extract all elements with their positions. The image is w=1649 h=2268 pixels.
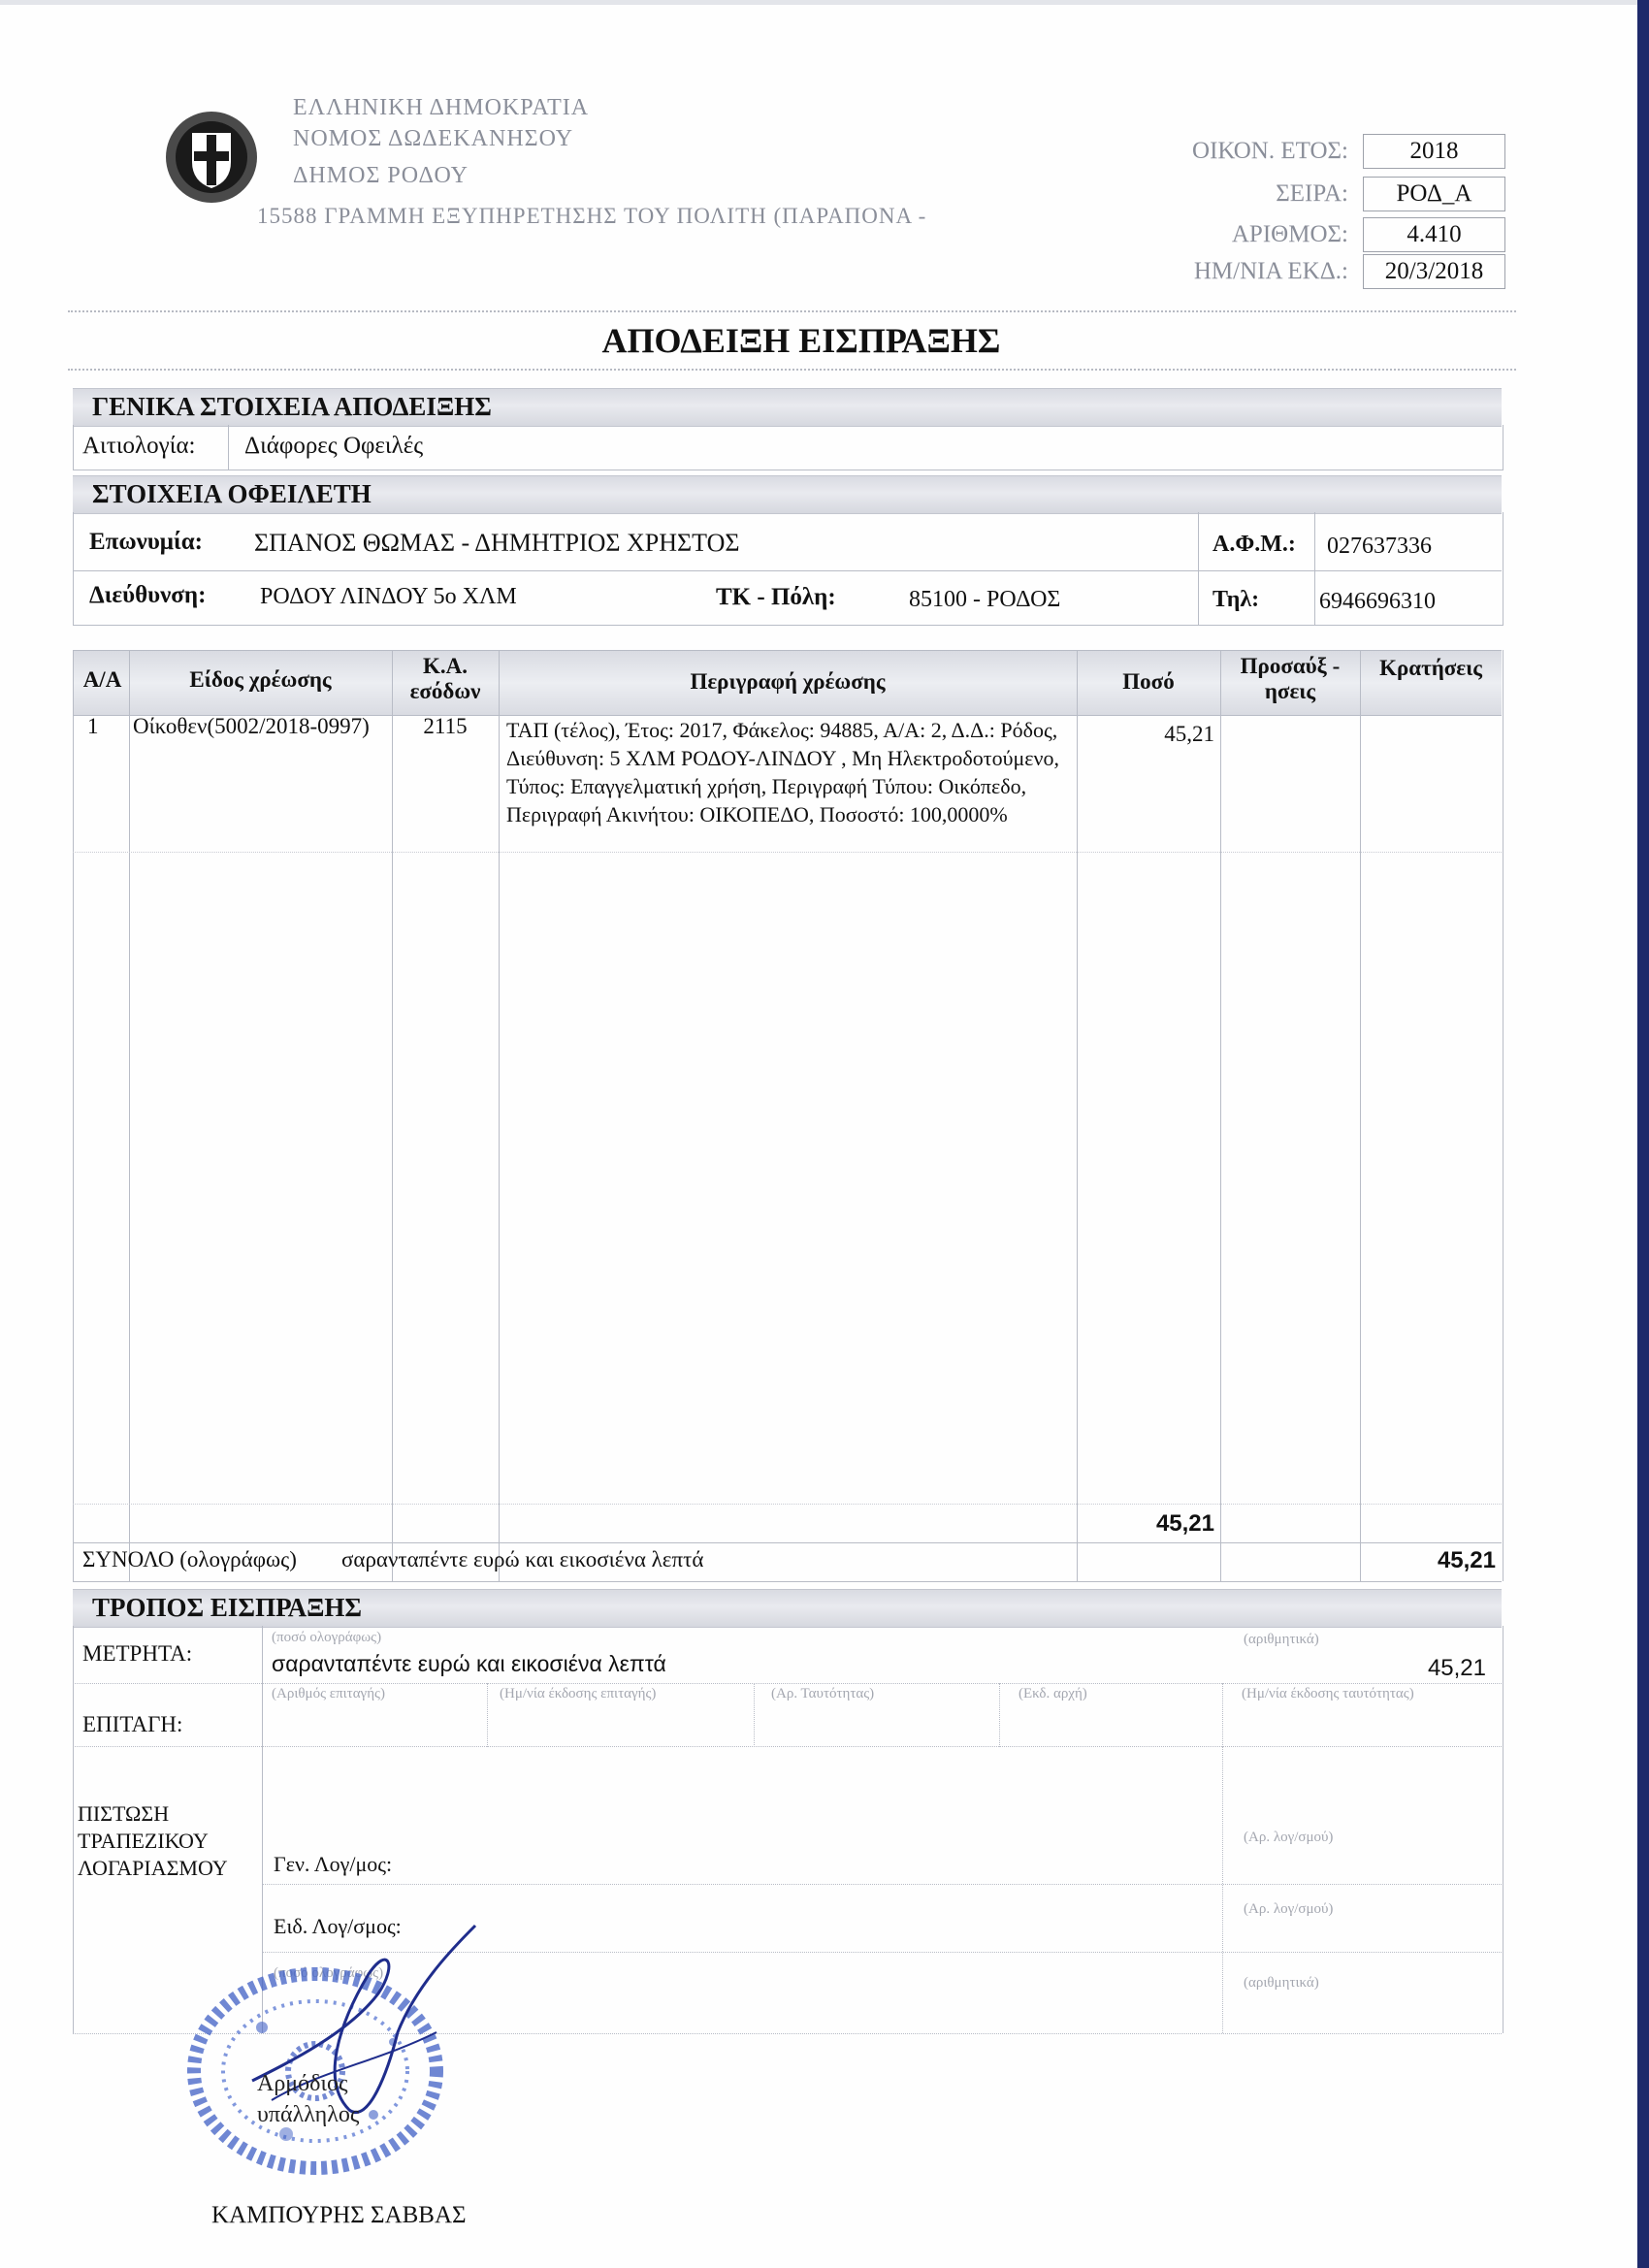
col-divider-2	[392, 650, 393, 1581]
col-header-ka: Κ.Α. εσόδων	[409, 654, 481, 703]
scan-top-edge	[0, 0, 1649, 5]
signatory-name: ΚΑΜΠΟΥΡΗΣ ΣΑΒΒΑΣ	[211, 2202, 467, 2228]
reason-divider	[228, 425, 229, 470]
title-separator	[68, 369, 1516, 371]
id-date-hint: (Ημ/νία έκδοσης ταυτότητας)	[1242, 1686, 1414, 1701]
greek-emblem-icon	[163, 109, 260, 206]
bank-label-line-1: ΠΙΣΤΩΣΗ	[78, 1801, 170, 1826]
debtor-phone-label: Τηλ:	[1212, 587, 1260, 612]
col-header-surcharges: Προσαύξ - ησεις	[1240, 654, 1341, 703]
col-header-amount: Ποσό	[1122, 669, 1175, 694]
signatory-role-line-2: υπάλληλος	[257, 2102, 360, 2127]
cheque-number-hint: (Αριθμός επιταγής)	[272, 1686, 385, 1701]
row-aa: 1	[87, 714, 99, 738]
rows-end-line	[73, 852, 1502, 853]
debtor-afm-value-divider	[1314, 512, 1315, 625]
bank-amount-words-hint: (ποσό ολογράφως)	[274, 1965, 384, 1981]
col-header-description: Περιγραφή χρέωσης	[690, 669, 886, 694]
col-divider-1	[129, 650, 130, 1581]
general-section-header	[73, 388, 1502, 427]
org-line-4: 15588 ΓΡΑΜΜΗ ΕΞΥΠΗΡΕΤΗΣΗΣ ΤΟΥ ΠΟΛΙΤΗ (ΠΑΡΑΠΟΝΑ -	[257, 204, 927, 228]
cheque-label: ΕΠΙΤΑΓΗ:	[82, 1712, 183, 1736]
org-line-3: ΔΗΜΟΣ ΡΟΔΟΥ	[293, 163, 469, 188]
col-divider-4	[1077, 650, 1078, 1581]
cash-words: σαρανταπέντε ευρώ και εικοσιένα λεπτά	[272, 1651, 666, 1676]
cheque-divider-4	[1222, 1683, 1223, 1747]
col-divider-5	[1220, 650, 1221, 1581]
payment-section-header	[73, 1589, 1502, 1628]
series-value: ΡΟΔ_Α	[1363, 177, 1505, 211]
debtor-name-value: ΣΠΑΝΟΣ ΘΩΜΑΣ - ΔΗΜΗΤΡΙΟΣ ΧΡΗΣΤΟΣ	[254, 529, 740, 557]
number-value: 4.410	[1363, 217, 1505, 252]
id-number-hint: (Αρ. Ταυτότητας)	[771, 1686, 875, 1701]
series-label: ΣΕΙΡΑ:	[1276, 180, 1348, 207]
scan-right-edge	[1637, 0, 1649, 2268]
signatory-role	[257, 2068, 359, 2130]
signatory-role-line-1: Αρμόδιος	[257, 2071, 348, 2096]
total-top-line	[73, 1542, 1502, 1543]
cheque-date-hint: (Ημ/νία έκδοσης επιταγής)	[500, 1686, 657, 1701]
total-bottom-line	[73, 1581, 1502, 1582]
debtor-phone-value: 6946696310	[1319, 589, 1436, 614]
debtor-name-label: Επωνυμία:	[89, 529, 203, 555]
cheque-bottom-line	[73, 1746, 1502, 1747]
reason-label: Αιτιολογία:	[82, 433, 196, 459]
org-line-1: ΕΛΛΗΝΙΚΗ ΔΗΜΟΚΡΑΤΙΑ	[293, 95, 590, 120]
cash-words-hint: (ποσό ολογράφως)	[272, 1630, 382, 1645]
debtor-section-title: ΣΤΟΙΧΕΙΑ ΟΦΕΙΛΕΤΗ	[92, 479, 372, 508]
general-account-line	[262, 1884, 1502, 1885]
cheque-divider-3	[999, 1683, 1000, 1747]
cheque-divider-1	[487, 1683, 488, 1747]
debtor-row-divider	[73, 570, 1502, 571]
special-account-label: Ειδ. Λογ/σμος:	[274, 1914, 402, 1938]
general-section-title: ΓΕΝΙΚΑ ΣΤΟΙΧΕΙΑ ΑΠΟΔΕΙΞΗΣ	[92, 392, 492, 421]
col-header-type: Είδος χρέωσης	[189, 667, 332, 692]
debtor-city-value: 85100 - ΡΟΔΟΣ	[909, 587, 1061, 612]
row-type: Οίκοθεν(5002/2018-0997)	[133, 714, 370, 738]
document-title: ΑΠΟΔΕΙΞΗ ΕΙΣΠΡΑΞΗΣ	[601, 321, 1001, 360]
payment-section-title: ΤΡΟΠΟΣ ΕΙΣΠΡΑΞΗΣ	[92, 1593, 363, 1622]
row-amount: 45,21	[1164, 722, 1214, 746]
fiscal-year-label: ΟΙΚΟΝ. ΕΤΟΣ:	[1192, 138, 1348, 164]
debtor-section-header	[73, 475, 1502, 514]
special-account-number-hint: (Αρ. λογ/σμού)	[1244, 1901, 1334, 1917]
bank-label	[78, 1800, 228, 1882]
subtotal-line	[73, 1504, 1502, 1505]
total-label: ΣΥΝΟΛΟ (ολογράφως)	[82, 1547, 297, 1571]
bank-amount-numeric-hint: (αριθμητικά)	[1244, 1975, 1319, 1991]
debtor-address-value: ΡΟΔΟΥ ΛΙΝΔΟΥ 5ο ΧΛΜ	[260, 584, 517, 609]
cash-bottom-line	[73, 1683, 1502, 1684]
bank-label-line-2: ΤΡΑΠΕΖΙΚΟΥ	[78, 1829, 209, 1853]
cheque-divider-2	[754, 1683, 755, 1747]
header-separator	[68, 310, 1516, 312]
total-value: 45,21	[1437, 1547, 1496, 1573]
col-header-deductions: Κρατήσεις	[1379, 656, 1482, 680]
issue-date-label: ΗΜ/ΝΙΑ ΕΚΔ.:	[1193, 258, 1348, 284]
number-label: ΑΡΙΘΜΟΣ:	[1231, 221, 1348, 247]
debtor-address-label: Διεύθυνση:	[89, 582, 207, 608]
org-line-2: ΝΟΜΟΣ ΔΩΔΕΚΑΝΗΣΟΥ	[293, 126, 574, 151]
row-ka: 2115	[423, 714, 468, 738]
cash-numeric-hint: (αριθμητικά)	[1244, 1632, 1319, 1647]
total-words: σαρανταπέντε ευρώ και εικοσιένα λεπτά	[341, 1547, 704, 1571]
debtor-afm-label: Α.Φ.Μ.:	[1212, 532, 1296, 557]
reason-value: Διάφορες Οφειλές	[244, 433, 424, 459]
general-account-label: Γεν. Λογ/μος:	[274, 1852, 393, 1876]
col-divider-3	[499, 650, 500, 1581]
subtotal-value: 45,21	[1155, 1510, 1214, 1537]
fiscal-year-value: 2018	[1363, 134, 1505, 169]
col-header-aa: Α/Α	[82, 667, 122, 692]
row-description: ΤΑΠ (τέλος), Έτος: 2017, Φάκελος: 94885, Α/Α: 2, Δ.Δ.: Ρόδος, Διεύθυνση: 5 ΧΛΜ ΡΟΔΟΥ-ΛΙΝΔΟΥ , Μη Ηλεκτροδοτούμενο, Τύπος: Επαγγελματική χρήση, Περιγραφή Τύπου: Οικόπεδο, Περιγραφή Ακινήτου: ΟΙΚΟΠΕΔΟ, Ποσοστό: 100,0000%	[506, 718, 1059, 826]
bank-amount-divider	[1222, 1746, 1223, 2033]
debtor-afm-divider	[1198, 512, 1199, 625]
issuing-authority-hint: (Εκδ. αρχή)	[1018, 1686, 1087, 1701]
col-divider-6	[1360, 650, 1361, 1581]
debtor-afm-value: 027637336	[1327, 534, 1432, 559]
issue-date-value: 20/3/2018	[1363, 254, 1505, 289]
cash-label: ΜΕΤΡΗΤΑ:	[82, 1641, 193, 1666]
bank-label-line-3: ΛΟΓΑΡΙΑΣΜΟΥ	[78, 1856, 228, 1880]
general-account-number-hint: (Αρ. λογ/σμού)	[1244, 1830, 1334, 1845]
cash-value: 45,21	[1427, 1655, 1486, 1681]
debtor-city-label: ΤΚ - Πόλη:	[716, 584, 836, 610]
